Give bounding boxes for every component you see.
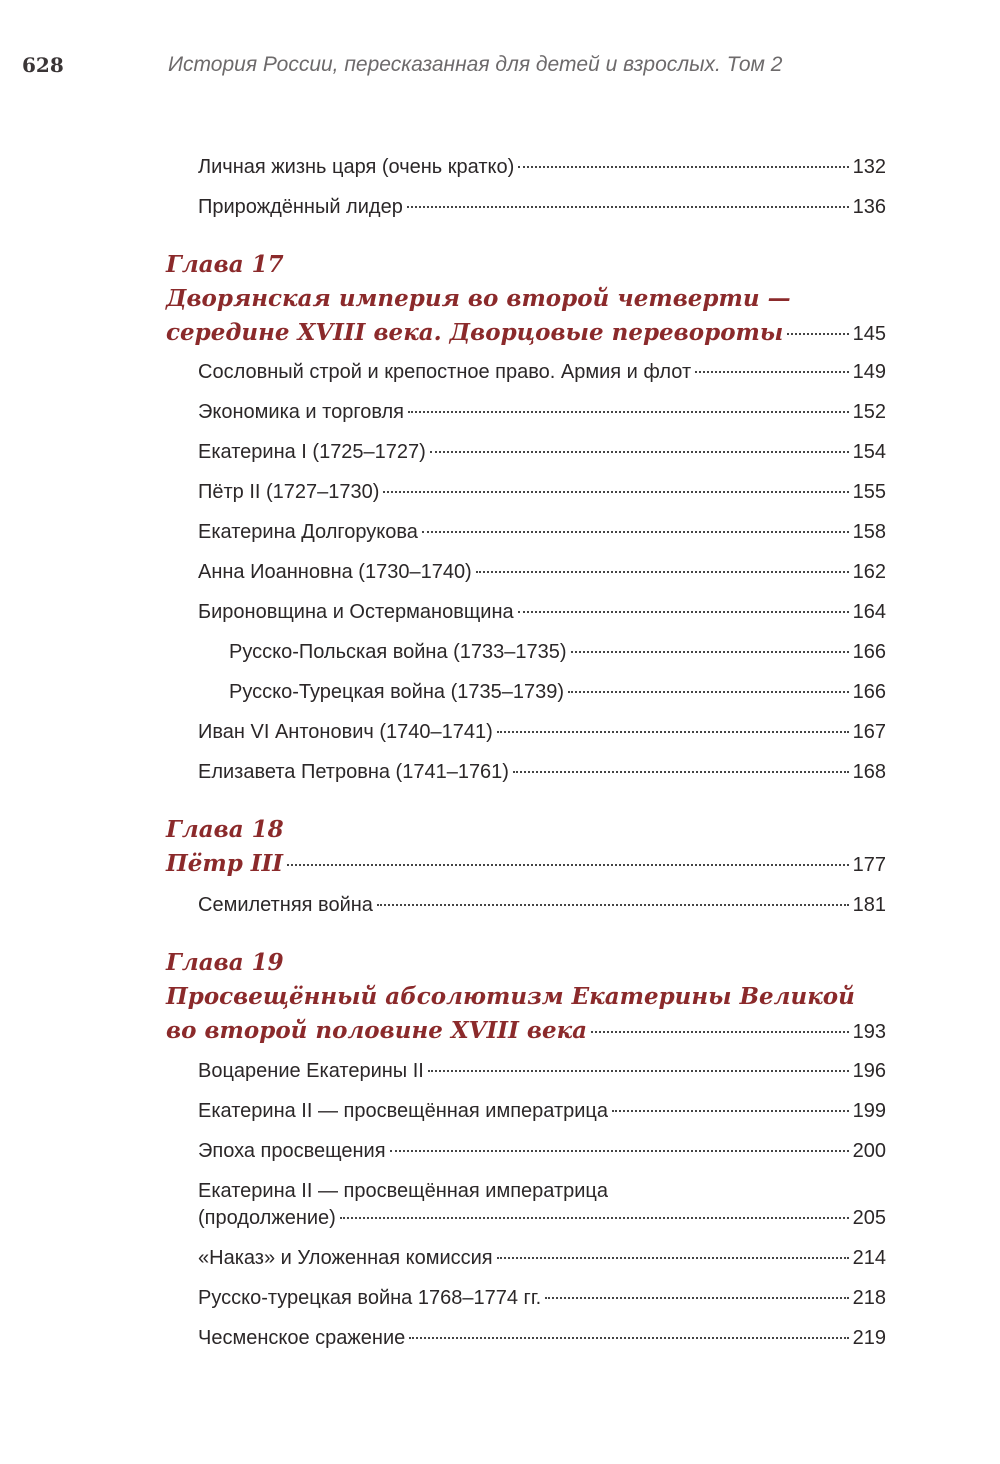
dot-leader (497, 731, 849, 733)
toc-entry-title: Экономика и торговля (198, 401, 404, 423)
dot-leader (497, 1257, 849, 1259)
toc-entry-page: 132 (852, 156, 886, 178)
toc-entry[interactable] (198, 358, 886, 386)
toc-entry-title: Пётр II (1727–1730) (198, 481, 380, 503)
toc-entry-title: Русско-турецкая война 1768–1774 гг. (198, 1287, 542, 1309)
dot-leader (377, 904, 849, 906)
toc-entry[interactable] (198, 1244, 886, 1272)
toc-entry[interactable] (198, 1204, 886, 1232)
toc-entry-title: Екатерина Долгорукова (198, 521, 418, 543)
toc-entry-title: Иван VI Антонович (1740–1741) (198, 721, 493, 743)
toc-entry-page: 168 (852, 761, 886, 783)
toc-entry[interactable] (198, 718, 886, 746)
toc-entry[interactable] (198, 193, 886, 221)
toc-entry[interactable] (198, 758, 886, 786)
toc-entry-page: 196 (852, 1060, 886, 1082)
toc-entry[interactable] (198, 891, 886, 919)
toc-entry-page: 166 (852, 681, 886, 703)
toc-entry-title: Русско-Турецкая война (1735–1739) (229, 681, 564, 703)
toc-subentry[interactable] (229, 638, 886, 666)
toc-entry-page: 205 (852, 1207, 886, 1229)
dot-leader (390, 1150, 849, 1152)
toc-entry[interactable] (198, 1284, 886, 1312)
toc-entry[interactable] (198, 1057, 886, 1085)
toc-entry-title-line1[interactable]: Екатерина II — просвещённая императрица (198, 1180, 609, 1202)
page-header (22, 53, 902, 87)
toc-entry[interactable] (198, 518, 886, 546)
dot-leader (518, 611, 849, 613)
dot-leader (571, 651, 849, 653)
toc-entry-title: Анна Иоанновна (1730–1740) (198, 561, 472, 583)
chapter-17-title-line1[interactable]: Дворянская империя во второй четверти — (166, 285, 791, 312)
toc-entry-page: 154 (852, 441, 886, 463)
toc-entry[interactable] (198, 478, 886, 506)
toc-entry-title: Сословный строй и крепостное право. Армия и флот (198, 361, 692, 383)
toc-entry-page: 214 (852, 1247, 886, 1269)
toc-entry-title: Эпоха просвещения (198, 1140, 386, 1162)
dot-leader (407, 206, 849, 208)
toc-entry[interactable] (198, 438, 886, 466)
toc-entry-page: 164 (852, 601, 886, 623)
toc-entry-title-line2: (продолжение) (198, 1207, 336, 1229)
toc-entry-title: Екатерина II — просвещённая императрица (198, 1100, 609, 1122)
dot-leader (287, 864, 849, 866)
toc-entry-title: Русско-Польская война (1733–1735) (229, 641, 567, 663)
toc-entry-title: Елизавета Петровна (1741–1761) (198, 761, 509, 783)
dot-leader (695, 371, 848, 373)
toc-entry-title: Семилетняя война (198, 894, 373, 916)
dot-leader (409, 1337, 848, 1339)
toc-entry-page: 199 (852, 1100, 886, 1122)
toc-entry-page: 155 (852, 481, 886, 503)
toc-entry-page: 166 (852, 641, 886, 663)
toc-entry-title: Бироновщина и Остермановщина (198, 601, 514, 623)
dot-leader (545, 1297, 848, 1299)
toc-entry[interactable] (198, 398, 886, 426)
chapter-19-label: Глава 19 (166, 949, 284, 976)
toc-entry-page: 218 (852, 1287, 886, 1309)
toc-entry-page: 158 (852, 521, 886, 543)
dot-leader (430, 451, 849, 453)
toc-entry[interactable] (198, 1097, 886, 1125)
toc-entry-title: Личная жизнь царя (очень кратко) (198, 156, 515, 178)
toc-entry-page: 181 (852, 894, 886, 916)
dot-leader (428, 1070, 849, 1072)
toc-entry-page: 200 (852, 1140, 886, 1162)
toc-entry[interactable] (198, 598, 886, 626)
toc-entry[interactable] (198, 1137, 886, 1165)
toc-entry-page: 136 (852, 196, 886, 218)
toc-entry[interactable] (198, 558, 886, 586)
chapter-19-page: 193 (852, 1021, 886, 1043)
running-title: История России, пересказанная для детей и взрослых. Том 2 (168, 53, 783, 76)
chapter-18-title: Пётр III (166, 850, 284, 877)
dot-leader (591, 1031, 849, 1033)
chapter-19-entry[interactable] (166, 1016, 886, 1047)
chapter-19-title-line2: во второй половине XVIII века (166, 1017, 588, 1044)
chapter-18-entry[interactable] (166, 849, 886, 880)
chapter-18-page: 177 (852, 854, 886, 876)
chapter-17-page: 145 (852, 323, 886, 345)
chapter-17-entry[interactable] (166, 318, 886, 349)
dot-leader (513, 771, 849, 773)
toc-entry-page: 219 (852, 1327, 886, 1349)
dot-leader (518, 166, 848, 168)
chapter-18-label: Глава 18 (166, 816, 284, 843)
toc-entry-page: 149 (852, 361, 886, 383)
dot-leader (568, 691, 849, 693)
toc-entry-title: Прирождённый лидер (198, 196, 403, 218)
toc-entry-title: Екатерина I (1725–1727) (198, 441, 426, 463)
chapter-17-label: Глава 17 (166, 251, 284, 278)
page-number: 628 (22, 53, 64, 77)
dot-leader (340, 1217, 849, 1219)
toc-entry[interactable] (198, 1324, 886, 1352)
toc-entry-page: 152 (852, 401, 886, 423)
toc-entry-title: Воцарение Екатерины II (198, 1060, 424, 1082)
toc-entry[interactable] (198, 153, 886, 181)
dot-leader (408, 411, 849, 413)
dot-leader (422, 531, 849, 533)
dot-leader (787, 333, 848, 335)
toc-entry-page: 162 (852, 561, 886, 583)
dot-leader (476, 571, 849, 573)
toc-entry-page: 167 (852, 721, 886, 743)
chapter-19-title-line1[interactable]: Просвещённый абсолютизм Екатерины Великой (166, 983, 855, 1010)
dot-leader (383, 491, 848, 493)
toc-entry-title: Чесменское сражение (198, 1327, 406, 1349)
toc-subentry[interactable] (229, 678, 886, 706)
toc-entry-title: «Наказ» и Уложенная комиссия (198, 1247, 493, 1269)
dot-leader (612, 1110, 849, 1112)
chapter-17-title-line2: середине XVIII века. Дворцовые перевороты (166, 319, 784, 346)
